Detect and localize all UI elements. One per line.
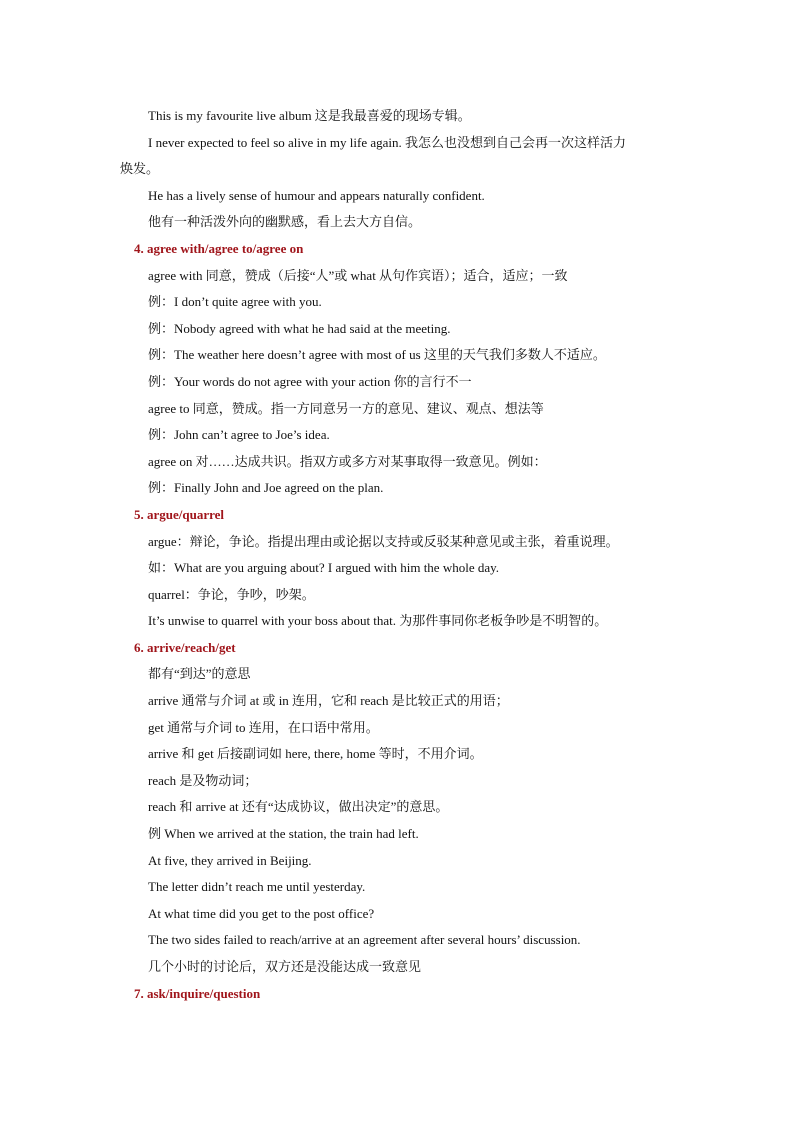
text-line: argue：辩论，争论。指提出理由或论据以支持或反驳某种意见或主张，着重说理。: [148, 533, 619, 549]
text-line: 例：The weather here doesn’t agree with most of us 这里的天气我们多数人不适应。: [148, 347, 606, 363]
text-line: 例：Your words do not agree with your action 你的言行不一: [148, 373, 472, 389]
text-line: 他有一种活泼外向的幽默感，看上去大方自信。: [148, 214, 422, 230]
text-line: At five, they arrived in Beijing.: [148, 852, 312, 868]
text-line: 例：John can’t agree to Joe’s idea.: [148, 427, 330, 443]
text-line: reach 是及物动词；: [148, 772, 258, 788]
section-heading: 6. arrive/reach/get: [134, 639, 236, 655]
text-line: 如：What are you arguing about? I argued with him the whole day.: [148, 560, 500, 576]
text-line: 几个小时的讨论后，双方还是没能达成一致意见: [148, 959, 422, 974]
text-line: reach 和 arrive at 还有“达成协议，做出决定”的意思。: [148, 799, 449, 815]
text-line: He has a lively sense of humour and appears naturally confident.: [148, 187, 485, 203]
text-line: This is my favourite live album 这是我最喜爱的现场专辑。: [148, 108, 471, 123]
text-line: quarrel：争论，争吵，吵架。: [148, 586, 315, 602]
text-line: 例：Nobody agreed with what he had said at the meeting.: [148, 320, 451, 336]
section-heading: 5. argue/quarrel: [134, 506, 225, 522]
text-line: The two sides failed to reach/arrive at an agreement after several hours’ discussion.: [148, 932, 581, 948]
text-line: agree to 同意，赞成。指一方同意另一方的意见、建议、观点、想法等: [148, 400, 544, 416]
text-line: agree with 同意，赞成（后接“人”或 what 从句作宾语）；适合，适应；一致: [148, 267, 568, 283]
text-line: arrive 和 get 后接副词如 here, there, home 等时，不用介词。: [148, 746, 483, 762]
text-line: arrive 通常与介词 at 或 in 连用，它和 reach 是比较正式的用语；: [148, 693, 509, 709]
text-line: agree on 对……达成共识。指双方或多方对某事取得一致意见。例如：: [148, 453, 547, 469]
text-line: At what time did you get to the post office?: [148, 905, 375, 921]
text-line: I never expected to feel so alive in my life again. 我怎么也没想到自己会再一次这样活力: [148, 134, 627, 150]
text-line: 例：Finally John and Joe agreed on the plan.: [148, 480, 384, 496]
section-heading: 4. agree with/agree to/agree on: [134, 240, 304, 256]
text-line: 例 When we arrived at the station, the train had left.: [148, 826, 419, 842]
text-line: 都有“到达”的意思: [148, 666, 251, 682]
text-line: It’s unwise to quarrel with your boss about that. 为那件事同你老板争吵是不明智的。: [148, 613, 608, 629]
section-heading: 7. ask/inquire/question: [134, 985, 261, 1001]
text-line: 例：I don’t quite agree with you.: [148, 294, 322, 310]
text-line: The letter didn’t reach me until yesterday.: [148, 879, 366, 895]
text-line: get 通常与介词 to 连用，在口语中常用。: [148, 719, 379, 735]
text-line-continuation: 焕发。: [120, 161, 160, 177]
document-body: [120, 103, 680, 1007]
